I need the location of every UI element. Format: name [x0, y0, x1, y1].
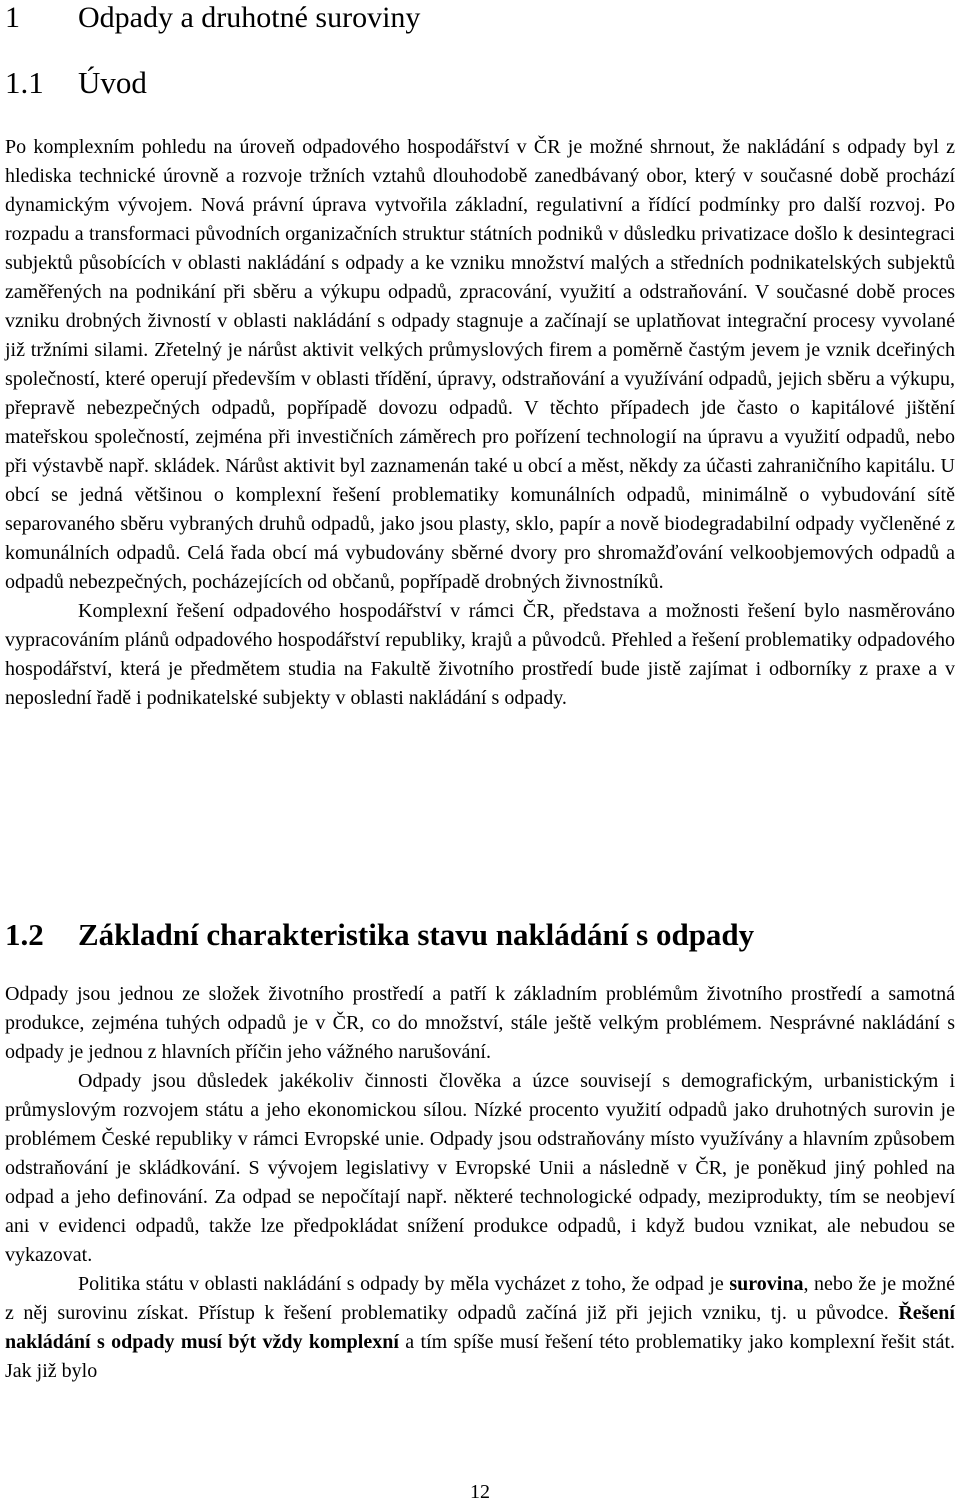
section-characteristics-body [5, 980, 955, 1386]
text-run: Politika státu v oblasti nakládání s odpady by měla vycházet z toho, že odpad je [78, 1273, 730, 1295]
text-run: a tím spíše musí řešení této problematiky jako komplexní řešit stát. Jak již bylo [5, 1331, 955, 1382]
section-title: Základní charakteristika stavu nakládání s odpady [78, 917, 755, 952]
section-number: 1.2 [5, 917, 44, 952]
paragraph [5, 1270, 955, 1386]
section-heading-intro [5, 64, 147, 102]
chapter-title: Odpady a druhotné suroviny [78, 1, 421, 34]
chapter-heading [5, 0, 420, 36]
text-run: , nebo že je možné z něj surovinu získat. Přístup k řešení problematiky odpadů začíná již při jejich vzniku, tj. u původce. [5, 1273, 956, 1324]
paragraph: Odpady jsou jednou ze složek životního prostředí a patří k základním problémům životního prostředí a samotná produkce, zejména tuhých odpadů je v ČR, co do množství, stále ještě velkým problémem. Nesprávné nakládání s odpady je jednou z hlavních příčin jeho vážného narušování. [5, 983, 955, 1063]
bold-statement: Řešení nakládání s odpady musí být vždy komplexní [5, 1302, 955, 1353]
section-title: Úvod [78, 65, 147, 100]
section-intro-body [5, 133, 955, 713]
paragraph: Komplexní řešení odpadového hospodářství v rámci ČR, představa a možnosti řešení bylo nasměrováno vypracováním plánů odpadového hospodářství republiky, krajů a původců. Přehled a řešení problematiky odpadového hospodářství, která je předmětem studia na Fakultě životního prostředí bude jistě zajímat i odborníky z praxe a v neposlední řadě i podnikatelské subjekty v oblasti nakládání s odpady. [5, 600, 955, 709]
page-number: 12 [470, 1481, 490, 1503]
paragraph: Po komplexním pohledu na úroveň odpadového hospodářství v ČR je možné shrnout, že nakládání s odpady byl z hlediska technické úrovně a rozvoje tržních vztahů dlouhodobě zanedbávaný obor, který v současné době prochází dynamickým vývojem. Nová právní úprava vytvořila základní, regulativní a řídící podmínky pro další rozvoj. Po rozpadu a transformaci původních organizačních struktur státních podniků v důsledku privatizace došlo k desintegraci subjektů působících v oblasti nakládání s odpady a ke vzniku množství malých a středních podnikatelských subjektů zaměřených na podnikání při sběru a výkupu odpadů, zpracování, využití a odstraňování. V současné době proces vzniku drobných živností v oblasti nakládání s odpady stagnuje a začínají se uplatňovat integrační procesy vyvolané již tržními silami. Zřetelný je nárůst aktivit velkých průmyslových firem a poměrně častým jevem je vznik dceřiných společností, které operují především v oblasti třídění, úpravy, odstraňování a využívání odpadů, jejich sběru a výkupu, přepravě nebezpečných odpadů, popřípadě dovozu odpadů. V těchto případech jde často o kapitálové jištění mateřskou společností, zejména při investičních záměrech pro pořízení technologií na úpravu a využití odpadů, nebo při výstavbě např. skládek. Nárůst aktivit byl zaznamenán také u obcí a měst, někdy za účasti zahraničního kapitálu. U obcí se jedná většinou o komplexní řešení problematiky komunálních odpadů, minimálně o vybudování sítě separovaného sběru vybraných druhů odpadů, jako jsou plasty, sklo, papír a nově biodegradabilní odpady vyčleněné z komunálních odpadů. Celá řada obcí má vybudovány sběrné dvory pro shromažďování velkoobjemových odpadů a odpadů nebezpečných, pocházejících od občanů, popřípadě drobných živnostníků. [5, 136, 955, 593]
chapter-number: 1 [5, 1, 20, 34]
section-number: 1.1 [5, 65, 44, 100]
paragraph: Odpady jsou důsledek jakékoliv činnosti člověka a úzce souvisejí s demografickým, urbanistickým i průmyslovým rozvojem státu a jeho ekonomickou sílou. Nízké procento využití odpadů jako druhotných surovin je problémem České republiky v rámci Evropské unie. Odpady jsou odstraňovány místo využívány a hlavním způsobem odstraňování je skládkování. S vývojem legislativy v Evropské Unii a následně v ČR, je poněkud jiný pohled na odpad a jeho definování. Za odpad se nepočítají např. některé technologické odpady, meziprodukty, tím se neobjeví ani v evidenci odpadů, takže lze předpokládat snížení produkce odpadů, i když budou vznikat, ale nebudou se vykazovat. [5, 1070, 955, 1266]
section-heading-characteristics [5, 916, 754, 954]
bold-term: surovina [729, 1273, 804, 1295]
